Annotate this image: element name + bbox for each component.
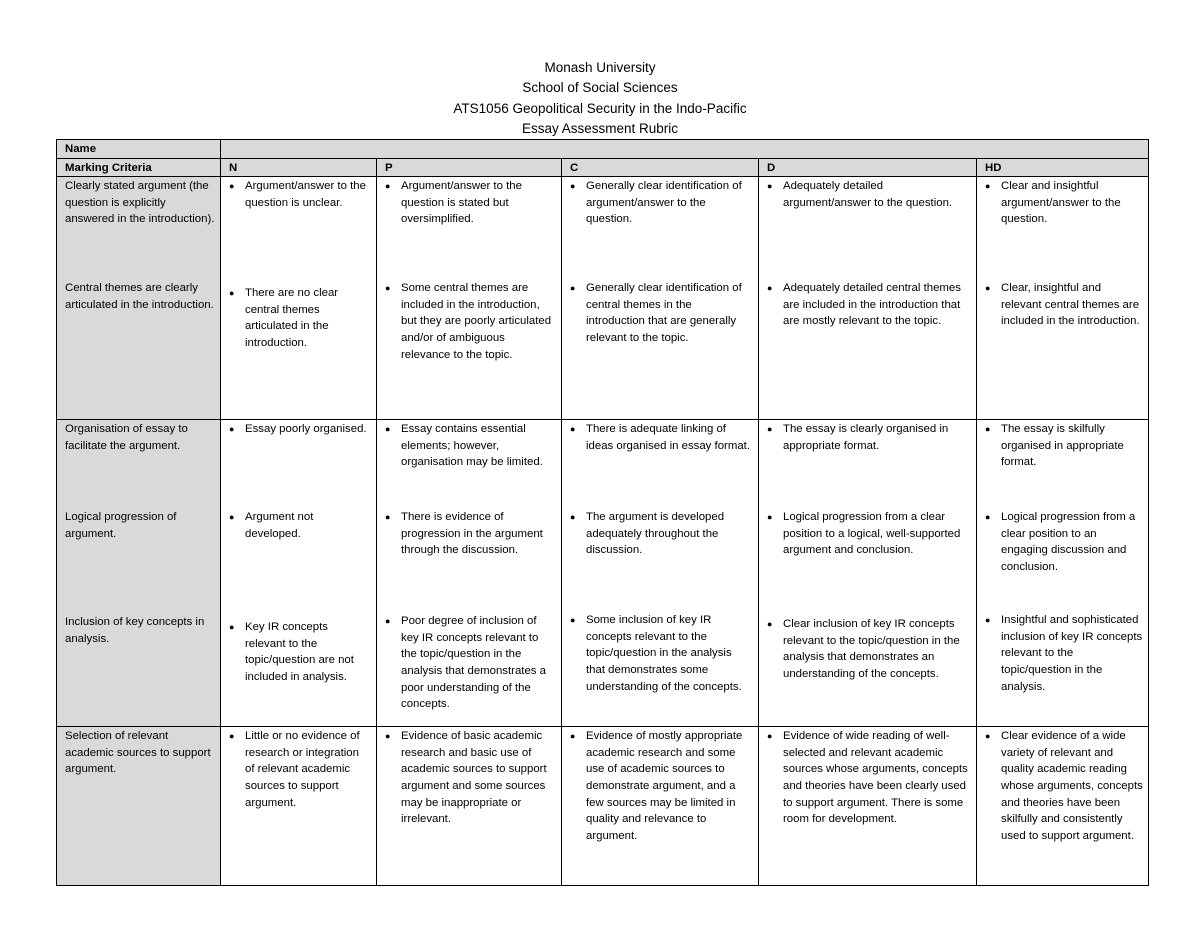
criterion-cell [57, 727, 221, 886]
grade-cell [562, 420, 759, 727]
descriptor-bullet: ● Key IR concepts relevant to the topic/question are not included in analysis. [229, 619, 371, 685]
descriptor-bullet: ● There is evidence of progression in the argument through the discussion. [385, 509, 556, 559]
criteria-group-introduction [57, 177, 1149, 420]
descriptor-bullet: ● The essay is clearly organised in appropriate format. [767, 421, 971, 454]
grade-cell [377, 177, 562, 420]
grade-cell [977, 727, 1149, 886]
name-field[interactable] [221, 140, 1149, 159]
descriptor-bullet: ● Generally clear identification of central themes in the introduction that are generally relevant to the topic. [570, 280, 753, 346]
grade-cell [377, 420, 562, 727]
descriptor-bullet: ● Insightful and sophisticated inclusion of key IR concepts relevant to the topic/question in the analysis. [985, 612, 1143, 695]
descriptor-bullet: ● There is adequate linking of ideas organised in essay format. [570, 421, 753, 454]
grade-cell [759, 177, 977, 420]
descriptor-bullet: ● Clear evidence of a wide variety of relevant and quality academic reading whose arguments, concepts and theories have been skilfully and consistently used to support argument. [985, 728, 1143, 844]
rubric-title: Essay Assessment Rubric [521, 120, 679, 136]
header-row [57, 158, 1149, 177]
descriptor-bullet: ● Argument not developed. [229, 509, 371, 542]
grade-cell [221, 727, 377, 886]
descriptor-bullet: ● Adequately detailed argument/answer to the question. [767, 178, 971, 211]
grade-header-p: P [377, 158, 562, 177]
grade-header-d: D [759, 158, 977, 177]
criteria-group-structure [57, 420, 1149, 727]
university-name: Monash University [544, 60, 656, 75]
descriptor-bullet: ● Some central themes are included in the introduction, but they are poorly articulated and/or of ambiguous relevance to the topic. [385, 280, 556, 363]
descriptor-bullet: ● The essay is skilfully organised in appropriate format. [985, 421, 1143, 471]
descriptor-bullet: ● Some inclusion of key IR concepts relevant to the topic/question in the analysis that demonstrates some understanding of the concepts. [570, 612, 753, 695]
descriptor-bullet: ● Essay poorly organised. [229, 421, 371, 438]
document-header [0, 58, 1200, 139]
grade-cell [221, 177, 377, 420]
grade-cell [221, 420, 377, 727]
rubric-table [56, 139, 1149, 886]
criterion-text: Selection of relevant academic sources to support argument. [65, 730, 211, 776]
criterion-text: Clearly stated argument (the question is explicitly answered in the introduction). [65, 180, 215, 226]
criterion-text: Inclusion of key concepts in analysis. [65, 616, 205, 645]
name-row [57, 140, 1149, 159]
criterion-cell [57, 177, 221, 420]
descriptor-bullet: ● Clear inclusion of key IR concepts relevant to the topic/question in the analysis that demonstrates an understanding of the concepts. [767, 616, 971, 682]
grade-cell [562, 177, 759, 420]
descriptor-bullet: ● Argument/answer to the question is unclear. [229, 178, 371, 211]
descriptor-bullet: ● Adequately detailed central themes are included in the introduction that are mostly relevant to the topic. [767, 280, 971, 330]
descriptor-bullet: ● There are no clear central themes articulated in the introduction. [229, 285, 371, 351]
grade-header-hd: HD [977, 158, 1149, 177]
descriptor-bullet: ● Little or no evidence of research or integration of relevant academic sources to support argument. [229, 728, 371, 811]
descriptor-bullet: ● Argument/answer to the question is stated but oversimplified. [385, 178, 556, 228]
descriptor-bullet: ● Evidence of mostly appropriate academic research and some use of academic sources to demonstrate argument, and a few sources may be limited in quality and relevance to argument. [570, 728, 753, 844]
criterion-text: Logical progression of argument. [65, 511, 177, 540]
unit-title: ATS1056 Geopolitical Security in the Indo-Pacific [453, 100, 747, 116]
criteria-group-sources [57, 727, 1149, 886]
grade-cell [759, 420, 977, 727]
grade-header-c: C [562, 158, 759, 177]
grade-cell [759, 727, 977, 886]
grade-cell [562, 727, 759, 886]
descriptor-bullet: ● Evidence of wide reading of well-selected and relevant academic sources whose arguments, concepts and theories have been clearly used to support argument. There is some room for development. [767, 728, 971, 828]
name-label: Name [57, 140, 221, 159]
descriptor-bullet: ● The argument is developed adequately throughout the discussion. [570, 509, 753, 559]
descriptor-bullet: ● Clear and insightful argument/answer to the question. [985, 178, 1143, 228]
school-name: School of Social Sciences [522, 80, 678, 96]
grade-cell [977, 177, 1149, 420]
criterion-text: Central themes are clearly articulated in the introduction. [65, 282, 214, 311]
criterion-cell [57, 420, 221, 727]
criteria-header: Marking Criteria [57, 158, 221, 177]
descriptor-bullet: ● Essay contains essential elements; however, organisation may be limited. [385, 421, 556, 471]
descriptor-bullet: ● Evidence of basic academic research and basic use of academic sources to support argument and some sources may be inappropriate or irrelevant. [385, 728, 556, 828]
descriptor-bullet: ● Clear, insightful and relevant central themes are included in the introduction. [985, 280, 1143, 330]
criterion-text: Organisation of essay to facilitate the argument. [65, 423, 188, 452]
descriptor-bullet: ● Poor degree of inclusion of key IR concepts relevant to the topic/question in the analysis that demonstrates a poor understanding of the concepts. [385, 613, 556, 713]
descriptor-bullet: ● Logical progression from a clear position to an engaging discussion and conclusion. [985, 509, 1143, 575]
grade-cell [377, 727, 562, 886]
descriptor-bullet: ● Generally clear identification of argument/answer to the question. [570, 178, 753, 228]
descriptor-bullet: ● Logical progression from a clear position to a logical, well-supported argument and conclusion. [767, 509, 971, 559]
grade-header-n: N [221, 158, 377, 177]
grade-cell [977, 420, 1149, 727]
